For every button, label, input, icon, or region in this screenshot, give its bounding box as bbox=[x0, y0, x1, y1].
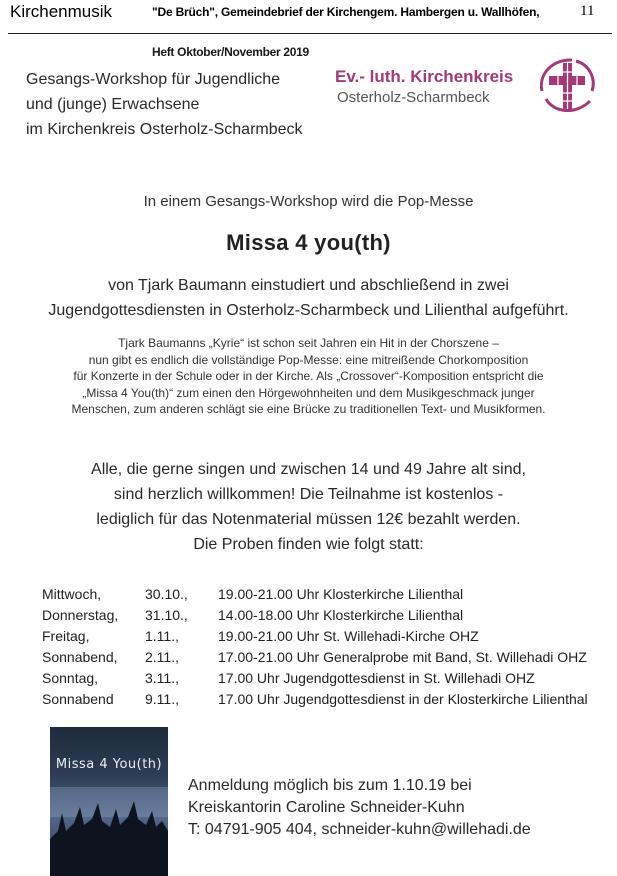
crowd-silhouette-icon bbox=[50, 727, 168, 876]
header-divider bbox=[8, 33, 612, 34]
page-number: 11 bbox=[580, 3, 595, 19]
schedule-day: Sonntag, bbox=[42, 670, 99, 686]
schedule-description: 19.00-21.00 Uhr Klosterkirche Lilienthal bbox=[218, 586, 464, 602]
registration-line: Anmeldung möglich bis zum 1.10.19 bei bbox=[188, 777, 472, 794]
poster-title: Missa 4 You(th) bbox=[55, 757, 163, 772]
lead-sentence: In einem Gesangs-Workshop wird die Pop-Messe bbox=[143, 193, 474, 210]
invitation-line: lediglich für das Notenmaterial müssen 12€ bezahlt werden. bbox=[96, 511, 521, 528]
schedule-description: 14.00-18.00 Uhr Klosterkirche Lilienthal bbox=[218, 607, 464, 623]
newsletter-title: "De Brüch", Gemeindebrief der Kirchengem. Hambergen u. Wallhöfen, bbox=[152, 5, 540, 19]
intro-block bbox=[26, 67, 303, 142]
intro-line: und (junge) Erwachsene bbox=[26, 96, 200, 113]
schedule-day: Donnerstag, bbox=[42, 607, 119, 623]
schedule-description: 17.00 Uhr Jugendgottesdienst in St. Willehadi OHZ bbox=[218, 670, 535, 686]
registration-line: Kreiskantorin Caroline Schneider-Kuhn bbox=[188, 799, 465, 816]
description-line: von Tjark Baumann einstudiert und abschließend in zwei bbox=[108, 277, 509, 294]
registration-line: T: 04791-905 404, schneider-kuhn@willehadi.de bbox=[188, 821, 531, 838]
schedule-date: 31.10., bbox=[145, 607, 188, 623]
details-line: für Konzerte in der Schule oder in der Kirche. Als „Crossover“-Komposition entspricht die bbox=[73, 369, 544, 383]
details-paragraph bbox=[0, 335, 617, 418]
description-paragraph bbox=[0, 273, 617, 323]
schedule-date: 9.11., bbox=[145, 691, 179, 707]
details-line: Menschen, zum anderen schlägt sie eine Brücke zu traditionellen Text- und Musikformen. bbox=[71, 402, 546, 416]
schedule-day: Sonnabend bbox=[42, 691, 114, 707]
logo-text-primary: Ev.- luth. Kirchenkreis bbox=[335, 67, 514, 86]
section-heading: Kirchenmusik bbox=[10, 2, 113, 21]
logo-text-secondary: Osterholz-Scharmbeck bbox=[337, 89, 490, 106]
schedule-description: 17.00-21.00 Uhr Generalprobe mit Band, St. Willehadi OHZ bbox=[218, 649, 587, 665]
invitation-line: Alle, die gerne singen und zwischen 14 und 49 Jahre alt sind, bbox=[91, 461, 526, 478]
schedule-date: 3.11., bbox=[145, 670, 179, 686]
schedule-day: Freitag, bbox=[42, 628, 90, 644]
schedule-day: Mittwoch, bbox=[42, 586, 102, 602]
schedule-date: 2.11., bbox=[145, 649, 179, 665]
registration-info bbox=[188, 775, 531, 841]
church-cross-logo-icon bbox=[536, 55, 598, 117]
event-headline: Missa 4 you(th) bbox=[226, 230, 391, 255]
mass-poster-image bbox=[50, 727, 168, 876]
invitation-paragraph bbox=[0, 457, 617, 557]
schedule-date: 30.10., bbox=[145, 586, 188, 602]
schedule-day: Sonnabend, bbox=[42, 649, 118, 665]
description-line: Jugendgottesdiensten in Osterholz-Scharmbeck und Lilienthal aufgeführt. bbox=[48, 302, 569, 319]
details-line: nun gibt es endlich die vollständige Pop-Messe: eine mitreißende Chorkomposition bbox=[88, 352, 529, 367]
intro-line: im Kirchenkreis Osterholz-Scharmbeck bbox=[26, 121, 303, 138]
details-line: „Missa 4 You(th)“ zum einen den Hörgewohnheiten und dem Musikgeschmack junger bbox=[82, 385, 535, 400]
intro-line: Gesangs-Workshop für Jugendliche bbox=[26, 71, 281, 88]
schedule-description: 17.00 Uhr Jugendgottesdienst in der Klosterkirche Lilienthal bbox=[218, 691, 588, 707]
invitation-line: sind herzlich willkommen! Die Teilnahme ist kostenlos - bbox=[113, 486, 504, 503]
schedule-date: 1.11., bbox=[145, 628, 179, 644]
schedule-description: 19.00-21.00 Uhr St. Willehadi-Kirche OHZ bbox=[218, 628, 479, 644]
details-line: Tjark Baumanns „Kyrie“ ist schon seit Jahren ein Hit in der Chorszene – bbox=[118, 336, 499, 350]
issue-label: Heft Oktober/November 2019 bbox=[152, 45, 309, 59]
invitation-line: Die Proben finden wie folgt statt: bbox=[193, 536, 424, 553]
